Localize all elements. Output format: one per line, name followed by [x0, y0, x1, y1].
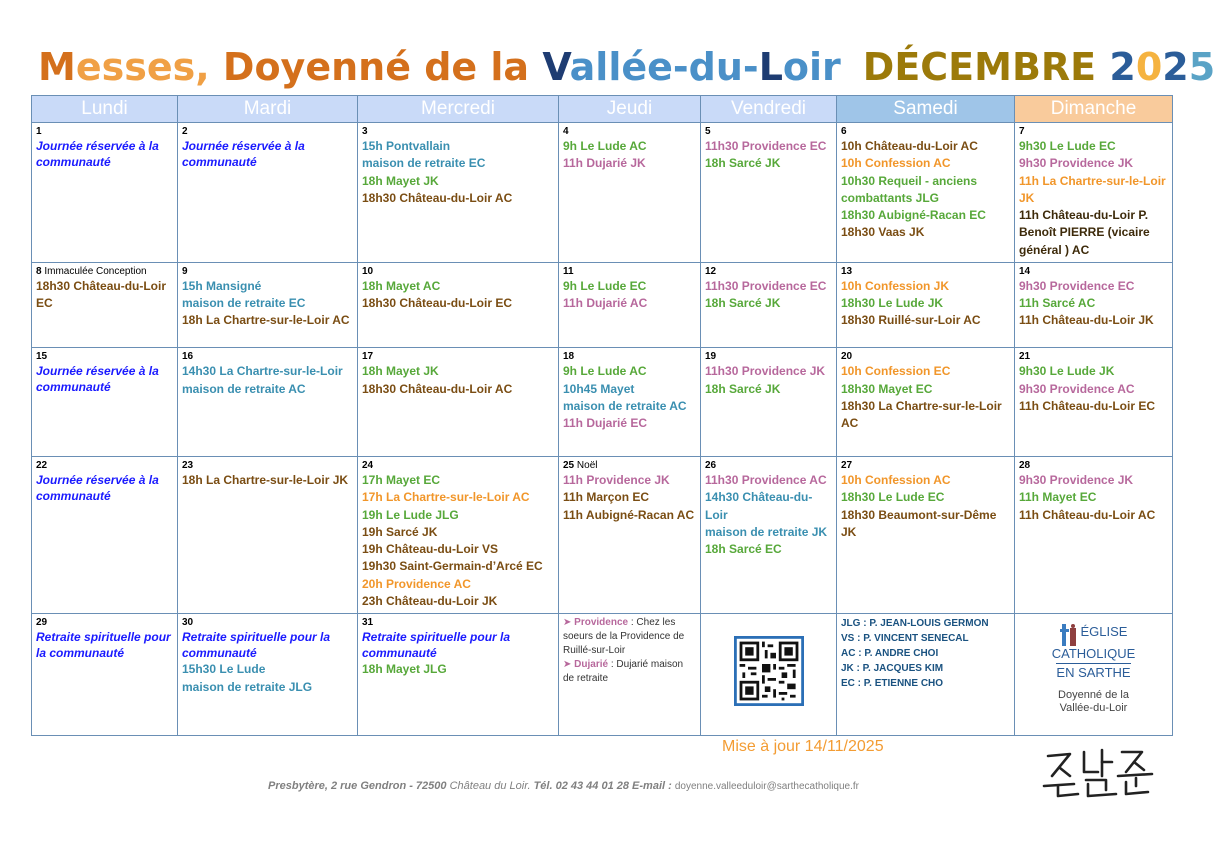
day-number-value: 1	[36, 126, 42, 137]
day-cell-5	[701, 123, 837, 263]
mass-event: maison de retraite EC	[362, 156, 486, 171]
day-number	[182, 350, 353, 363]
left-part: Doyenné de la	[222, 45, 543, 89]
mass-event: 9h Le Lude AC	[563, 139, 647, 153]
community-note: Retraite spirituelle pour la communauté	[36, 630, 171, 661]
day-cell-23	[178, 456, 358, 613]
week-row-5	[32, 614, 1173, 736]
day-number-value: 3	[362, 126, 368, 137]
day-number-value: 28	[1019, 459, 1031, 471]
signature-icon	[1040, 742, 1160, 802]
day-cell-3	[358, 123, 559, 263]
mass-event: 18h La Chartre-sur-le-Loir AC	[182, 313, 350, 328]
day-cell-6	[837, 123, 1015, 263]
mass-event: maison de retraite AC	[563, 398, 687, 413]
right-part: 0	[1135, 45, 1163, 89]
day-number	[841, 350, 1010, 363]
legend-text: : Chez les soeurs de la Providence de Ruillé-sur-Loir	[563, 617, 685, 657]
mass-event: 15h Pontvallain	[362, 139, 451, 153]
day-number-value: 20	[841, 351, 853, 363]
mass-event: 18h Mayet JK	[362, 173, 439, 188]
mass-event: 10h Confession JK	[841, 278, 950, 293]
mass-event: 17h La Chartre-sur-le-Loir AC	[362, 490, 530, 505]
day-number-value: 31	[362, 617, 374, 629]
left-part: esses	[75, 45, 196, 89]
church-logo	[1019, 616, 1168, 715]
logo-line-eglise: ÉGLISE	[1080, 624, 1128, 640]
day-cell-4	[559, 123, 701, 263]
mass-event: 11h Dujarié EC	[563, 416, 648, 431]
day-number	[36, 350, 173, 363]
day-number	[182, 459, 353, 472]
day-cell-9	[178, 262, 358, 347]
day-cell-15	[32, 348, 178, 457]
right-part: DÉCEMBRE	[862, 45, 1110, 89]
title-month	[863, 45, 1215, 89]
logo-line-catholique: CATHOLIQUE	[1051, 646, 1136, 662]
day-cell-27	[837, 456, 1015, 613]
weekday-wednesday: Mercredi	[358, 96, 559, 123]
mass-event: 15h Mansigné	[182, 278, 262, 293]
week-row-4	[32, 456, 1173, 613]
mass-event: 10h30 Requeil - anciens combattants JLG	[841, 173, 978, 205]
mass-event: 18h30 Mayet EC	[841, 381, 933, 396]
mass-event: 11h30 Providence AC	[705, 472, 827, 487]
day-number-value: 11	[563, 265, 574, 277]
mass-event: 19h Le Lude JLG	[362, 507, 459, 522]
mass-event: 18h La Chartre-sur-le-Loir JK	[182, 472, 349, 487]
community-note: Journée réservée à la communauté	[36, 472, 159, 503]
mass-event: 19h30 Saint-Germain-d’Arcé EC	[362, 559, 543, 574]
mass-event: 18h Sarcé JK	[705, 296, 781, 311]
day-number	[362, 125, 554, 138]
arrow-icon: ➤	[563, 659, 572, 671]
day-cell-19	[701, 348, 837, 457]
left-part: oir	[782, 45, 841, 89]
day-number-value: 23	[182, 459, 194, 471]
left-part: L	[758, 45, 783, 89]
qr-code-cell	[701, 614, 837, 736]
legend-text: : Dujarié maison de retraite	[563, 659, 684, 685]
day-number	[563, 265, 696, 278]
mass-event: 18h Mayet AC	[362, 278, 441, 293]
day-number-value: 5	[705, 126, 711, 137]
legend-key: Providence	[574, 617, 629, 629]
arrow-icon: ➤	[563, 617, 572, 629]
day-number	[705, 125, 832, 138]
mass-event: 18h30 Le Lude EC	[841, 490, 945, 505]
weekday-tuesday: Mardi	[178, 96, 358, 123]
church-logo-icon	[1060, 624, 1078, 646]
mass-event: 18h Mayet JLG	[362, 662, 447, 677]
mass-event: 17h Mayet EC	[362, 472, 441, 487]
legend-providence	[563, 616, 696, 658]
day-number	[841, 265, 1010, 278]
day-cell-24	[358, 456, 559, 613]
weekday-sunday: Dimanche	[1015, 96, 1173, 123]
day-cell-17	[358, 348, 559, 457]
footer-email-label: E-mail :	[632, 780, 675, 792]
day-number-value: 27	[841, 459, 853, 471]
mass-event: 11h30 Providence EC	[705, 139, 827, 153]
community-note: Retraite spirituelle pour la communauté	[182, 630, 331, 661]
mass-event: 11h Sarcé AC	[1019, 296, 1096, 311]
mass-event: 11h30 Providence JK	[705, 364, 826, 379]
weekday-saturday: Samedi	[837, 96, 1015, 123]
mass-event: 9h30 Le Lude JK	[1019, 364, 1115, 379]
mass-event: 18h30 Château-du-Loir EC	[362, 296, 513, 311]
day-number-value: 10	[362, 265, 374, 277]
day-number	[1019, 459, 1168, 472]
day-number	[36, 459, 173, 472]
day-cell-12	[701, 262, 837, 347]
day-number	[705, 350, 832, 363]
day-number	[841, 125, 1010, 138]
calendar-grid	[31, 95, 1173, 736]
day-cell-20	[837, 348, 1015, 457]
footer-contact	[268, 780, 859, 792]
day-number	[362, 459, 554, 472]
day-number	[182, 616, 353, 629]
day-number-value: 13	[841, 265, 853, 277]
mass-event: 18h30 Ruillé-sur-Loir AC	[841, 313, 981, 328]
day-cell-7	[1015, 123, 1173, 263]
day-cell-21	[1015, 348, 1173, 457]
community-note: Journée réservée à la communauté	[36, 364, 159, 395]
day-cell-25	[559, 456, 701, 613]
priest-jlg: JLG : P. JEAN-LOUIS GERMON	[841, 618, 989, 630]
left-part: ,	[195, 45, 223, 89]
day-cell-11	[559, 262, 701, 347]
holiday-label: Noël	[576, 459, 598, 471]
mass-event: 10h Château-du-Loir AC	[841, 139, 978, 153]
legend-key: Dujarié	[574, 659, 609, 671]
day-cell-16	[178, 348, 358, 457]
mass-event: 9h30 Providence EC	[1019, 278, 1135, 293]
day-number	[1019, 265, 1168, 278]
mass-event: 18h30 Vaas JK	[841, 225, 925, 240]
mass-event: 11h Aubigné-Racan AC	[563, 507, 695, 522]
left-part: M	[38, 45, 76, 89]
day-number	[841, 459, 1010, 472]
mass-event: 19h Sarcé JK	[362, 524, 438, 539]
day-number-value: 9	[182, 265, 188, 277]
mass-event: maison de retraite EC	[182, 296, 306, 311]
mass-event: 18h Mayet JK	[362, 364, 439, 379]
mass-event: 11h Providence JK	[563, 472, 670, 487]
day-number-value: 2	[182, 126, 188, 137]
day-number	[36, 265, 173, 278]
mass-event: maison de retraite JK	[705, 524, 828, 539]
footer-email[interactable]: doyenne.valleeduloir@sarthecatholique.fr	[674, 781, 859, 792]
mass-event: 18h Sarcé EC	[705, 542, 782, 557]
community-note: Journée réservée à la communauté	[182, 139, 305, 169]
left-part: V	[542, 45, 570, 89]
mass-event: 20h Providence AC	[362, 576, 471, 591]
mass-event: 11h Mayet EC	[1019, 490, 1097, 505]
mass-event: 23h Château-du-Loir JK	[362, 594, 498, 609]
footer-address: Presbytère, 2 rue Gendron - 72500	[268, 780, 447, 792]
right-part: 2	[1162, 45, 1189, 89]
legend-places-cell	[559, 614, 701, 736]
priests-legend-cell	[837, 614, 1015, 736]
day-number	[563, 125, 696, 138]
mass-event: 9h30 Providence JK	[1019, 472, 1134, 487]
mass-event: 18h30 La Chartre-sur-le-Loir AC	[841, 398, 1002, 431]
logo-line-sarthe: EN SARTHE	[1056, 665, 1131, 681]
day-number-value: 17	[362, 351, 374, 363]
page-title	[38, 40, 1215, 94]
week-row-1	[32, 123, 1173, 263]
day-cell-1	[32, 123, 178, 263]
day-number	[1019, 350, 1168, 363]
day-cell-31	[358, 614, 559, 736]
weekday-thursday: Jeudi	[559, 96, 701, 123]
footer-phone: Tél. 02 43 44 01 28	[533, 780, 633, 792]
day-number	[362, 616, 554, 629]
day-number-value: 21	[1019, 351, 1031, 363]
week-row-2	[32, 262, 1173, 347]
day-number-value: 8	[36, 265, 42, 277]
day-number-value: 4	[563, 126, 569, 137]
weekday-header-row	[32, 96, 1173, 123]
mass-event: 18h30 Aubigné-Racan EC	[841, 208, 986, 223]
mass-event: 18h Sarcé JK	[705, 156, 781, 171]
day-number-value: 25	[563, 459, 575, 471]
day-number-value: 26	[705, 459, 717, 471]
priest-ec: EC : P. ETIENNE CHO	[841, 678, 944, 690]
right-part: 5	[1188, 45, 1215, 89]
mass-event: 10h Confession AC	[841, 156, 951, 171]
priest-jk: JK : P. JACQUES KIM	[841, 663, 944, 675]
week-row-3	[32, 348, 1173, 457]
mass-event: 14h30 Château-du-Loir	[705, 490, 813, 522]
day-number-value: 16	[182, 351, 194, 363]
day-number	[182, 125, 353, 138]
day-cell-2	[178, 123, 358, 263]
day-number-value: 18	[563, 351, 575, 363]
day-number-value: 19	[705, 351, 717, 363]
mass-event: 11h Dujarié JK	[563, 156, 646, 171]
day-number-value: 29	[36, 617, 48, 629]
logo-line-doyenne: Doyenné de la	[1058, 689, 1129, 702]
day-cell-14	[1015, 262, 1173, 347]
mass-event: 9h30 Providence AC	[1019, 381, 1135, 396]
priest-ac: AC : P. ANDRE CHOI	[841, 648, 939, 660]
mass-event: 18h Sarcé JK	[705, 381, 781, 396]
day-number-value: 15	[36, 351, 48, 363]
update-date: Mise à jour 14/11/2025	[722, 738, 884, 755]
day-number-value: 30	[182, 617, 194, 629]
day-cell-26	[701, 456, 837, 613]
legend-dujarie	[563, 658, 696, 686]
day-cell-30	[178, 614, 358, 736]
day-number	[36, 125, 173, 138]
mass-event: 15h30 Le Lude	[182, 662, 266, 677]
mass-event: 10h Confession EC	[841, 364, 951, 379]
mass-event: 14h30 La Chartre-sur-le-Loir	[182, 364, 343, 379]
day-number	[182, 265, 353, 278]
day-cell-18	[559, 348, 701, 457]
day-cell-28	[1015, 456, 1173, 613]
right-part: 2	[1109, 45, 1136, 89]
mass-event: 18h30 Beaumont-sur-Dême JK	[841, 507, 997, 539]
day-cell-13	[837, 262, 1015, 347]
title-doyenne	[38, 45, 841, 89]
mass-event: 18h30 Château-du-Loir AC	[362, 381, 513, 396]
priest-vs: VS : P. VINCENT SENECAL	[841, 633, 969, 645]
day-cell-10	[358, 262, 559, 347]
mass-event: 11h Château-du-Loir EC	[1019, 398, 1156, 413]
day-cell-22	[32, 456, 178, 613]
mass-event: 9h30 Providence JK	[1019, 156, 1134, 171]
mass-event: 11h Château-du-Loir JK	[1019, 313, 1154, 328]
mass-event: 19h Château-du-Loir VS	[362, 542, 499, 557]
day-number-value: 6	[841, 126, 847, 137]
mass-event: 9h30 Le Lude EC	[1019, 139, 1116, 153]
mass-event: 11h30 Providence EC	[705, 278, 827, 293]
day-number	[563, 350, 696, 363]
weekday-friday: Vendredi	[701, 96, 837, 123]
day-cell-29	[32, 614, 178, 736]
day-number	[362, 265, 554, 278]
footer-city: Château du Loir.	[446, 780, 534, 792]
day-number-value: 22	[36, 459, 48, 471]
mass-event: 11h La Chartre-sur-le-Loir JK	[1019, 173, 1166, 205]
day-number	[362, 350, 554, 363]
mass-event: 11h Château-du-Loir P. Benoît PIERRE (vicaire général ) AC	[1019, 208, 1150, 257]
community-note: Journée réservée à la communauté	[36, 139, 159, 169]
holiday-label: Immaculée Conception	[44, 265, 147, 277]
mass-event: maison de retraite JLG	[182, 679, 313, 694]
day-number-value: 14	[1019, 265, 1031, 277]
mass-event: 11h Château-du-Loir AC	[1019, 507, 1156, 522]
day-number	[563, 459, 696, 472]
day-number	[36, 616, 173, 629]
logo-cell	[1015, 614, 1173, 736]
day-number	[705, 265, 832, 278]
mass-event: 10h Confession AC	[841, 472, 951, 487]
mass-event: 9h Le Lude AC	[563, 364, 647, 379]
day-cell-8	[32, 262, 178, 347]
mass-event: 11h Dujarié AC	[563, 296, 648, 311]
left-part: allée-du-	[569, 45, 759, 89]
day-number-value: 24	[362, 459, 374, 471]
mass-event: 9h Le Lude EC	[563, 278, 647, 293]
logo-line-vallee: Vallée-du-Loir	[1059, 702, 1128, 715]
day-number	[1019, 125, 1168, 138]
mass-event: 18h30 Château-du-Loir AC	[362, 190, 513, 205]
mass-event: 18h30 Château-du-Loir EC	[36, 278, 167, 311]
day-number-value: 7	[1019, 126, 1025, 137]
qr-code-icon[interactable]	[734, 636, 804, 706]
community-note: Retraite spirituelle pour la communauté	[362, 630, 511, 661]
mass-event: 11h Marçon EC	[563, 490, 650, 505]
weekday-monday: Lundi	[32, 96, 178, 123]
mass-event: maison de retraite AC	[182, 381, 306, 396]
day-number-value: 12	[705, 265, 717, 277]
day-number	[705, 459, 832, 472]
mass-event: 10h45 Mayet	[563, 381, 635, 396]
mass-event: 18h30 Le Lude JK	[841, 296, 944, 311]
